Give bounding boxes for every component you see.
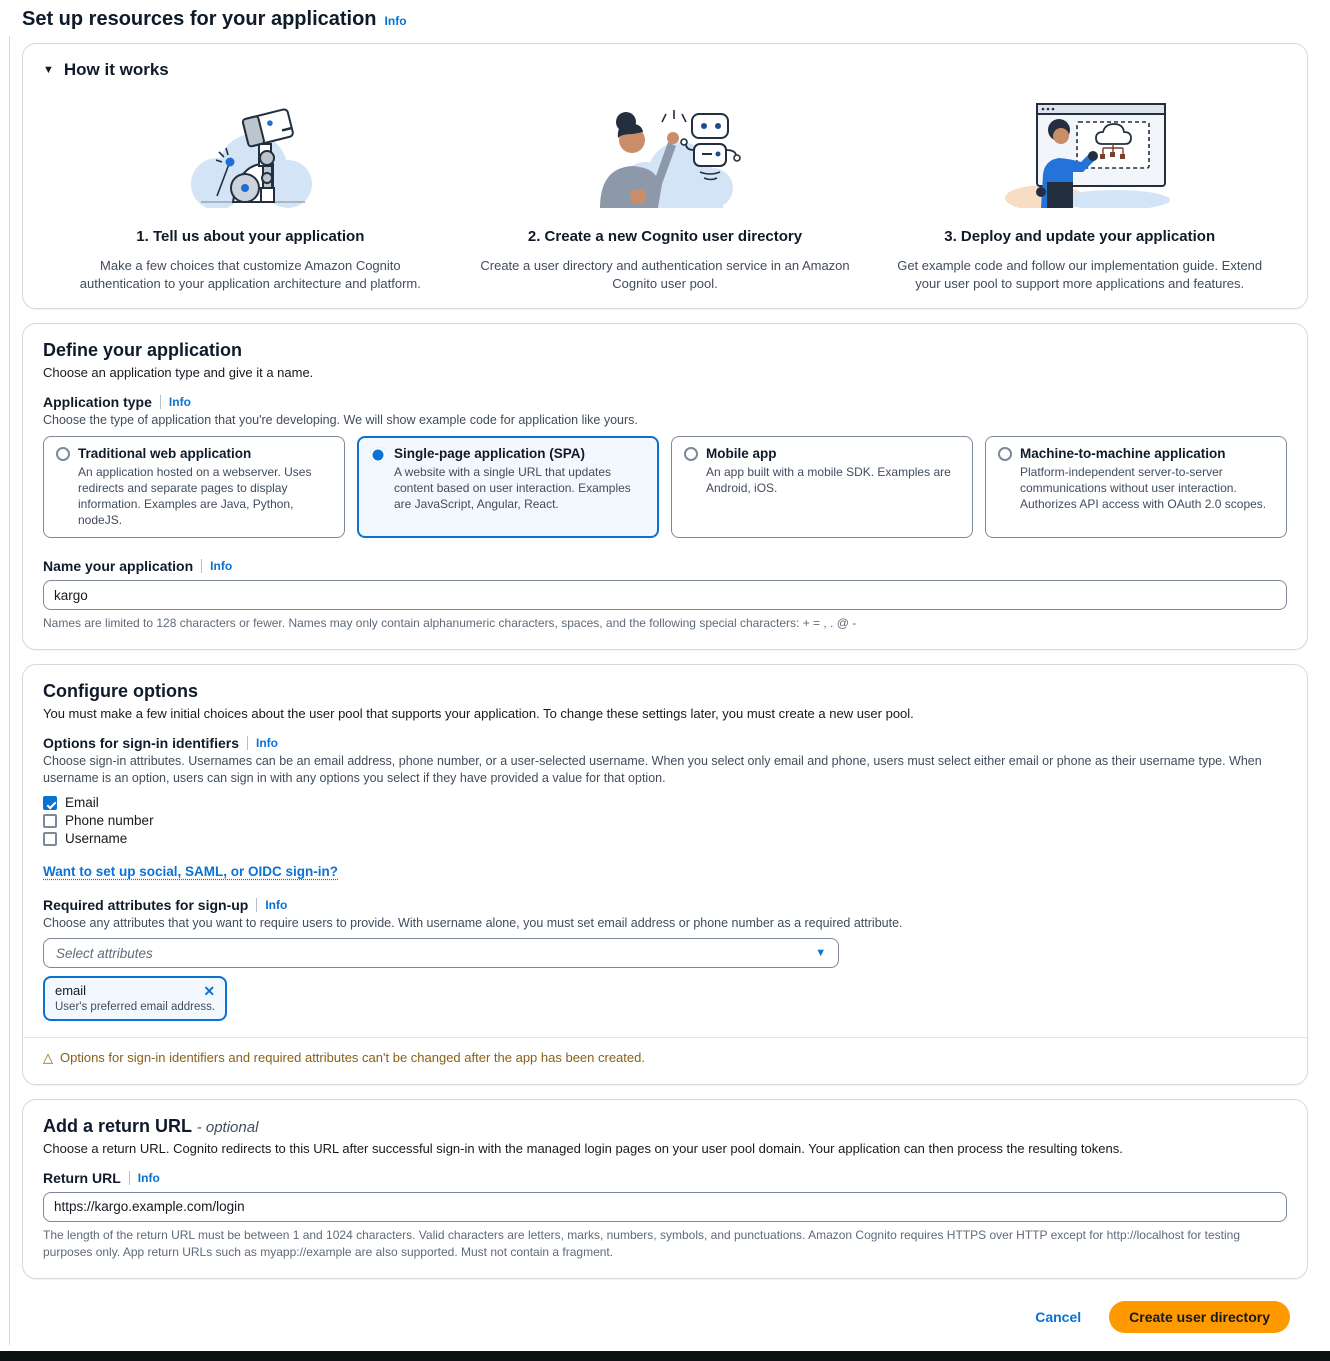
step-create-directory [458, 96, 873, 292]
label-divider [256, 898, 257, 912]
option-description: An app built with a mobile SDK. Examples are Android, iOS. [706, 464, 951, 495]
radio-unselected-icon [684, 447, 698, 461]
step-title: 2. Create a new Cognito user directory [527, 228, 803, 245]
step-description: Make a few choices that customize Amazon Cognito authentication to your application architecture and platform. [79, 258, 421, 291]
required-attributes-info-link[interactable]: Info [265, 897, 288, 912]
define-application-section [22, 323, 1308, 650]
person-presenting-illustration [985, 96, 1175, 208]
define-application-title: Define your application [43, 340, 243, 361]
required-attributes-description: Choose any attributes that you want to require users to provide. With username alone, you must set email address or phone number as a required attribute. [43, 915, 903, 930]
checkbox-label: Email [65, 795, 99, 811]
federation-sign-in-link[interactable]: Want to set up social, SAML, or OIDC sign-in? [43, 863, 339, 879]
configure-options-subtitle: You must make a few initial choices about the user pool that supports your application. To change these settings later, you must create a new user pool. [43, 705, 914, 721]
option-label: Machine-to-machine application [1020, 445, 1226, 461]
option-label: Mobile app [706, 445, 777, 461]
return-url-constraint: The length of the return URL must be between 1 and 1024 characters. Valid characters are letters, marks, numbers, symbols, and punctuations. Amazon Cognito requires HTTPS over HTTP except for http://localhost for testing purposes only. App return URLs such as myapp://example are also supported. Must not contain a fragment. [43, 1227, 1241, 1260]
robot-dog-illustration [155, 96, 345, 208]
return-url-title [43, 1116, 1287, 1137]
sign-in-identifier-options [43, 794, 1287, 848]
option-description: A website with a single URL that updates content based on user interaction. Examples are JavaScript, Angular, React. [394, 464, 631, 511]
define-application-subtitle: Choose an application type and give it a name. [43, 365, 314, 381]
page-info-link[interactable]: Info [384, 14, 407, 28]
sign-in-identifiers-description: Choose sign-in attributes. Usernames can be an email address, phone number, or a user-selected username. When you select only email and phone, users must select either email or phone as their username type. When username is an option, users can sign in with any options you select if they have provided a value for that option. [43, 753, 1262, 786]
step-tell-us [43, 96, 458, 292]
page-header [22, 8, 1308, 31]
step-title: 3. Deploy and update your application [944, 228, 1216, 245]
return-url-title-suffix: - optional [196, 1118, 259, 1136]
cancel-button[interactable]: Cancel [1035, 1308, 1082, 1325]
step-description: Get example code and follow our implementation guide. Extend your user pool to support more applications and features. [897, 258, 1263, 291]
checkbox-username[interactable] [43, 830, 1287, 848]
how-it-works-title: How it works [63, 60, 169, 79]
option-description: An application hosted on a webserver. Uses redirects and separate pages to display information. Examples are Java, Python, nodeJS. [78, 464, 312, 528]
attribute-token-email [43, 976, 227, 1021]
required-attributes-label: Required attributes for sign-up [43, 896, 249, 913]
caret-down-icon: ▼ [43, 64, 54, 76]
configure-options-section [22, 664, 1308, 1085]
token-description: User's preferred email address. [55, 1001, 216, 1014]
step-title: 1. Tell us about your application [136, 228, 365, 245]
return-url-info-link[interactable]: Info [137, 1170, 160, 1185]
caret-down-icon: ▼ [815, 947, 827, 960]
warning-banner [23, 1037, 1307, 1068]
return-url-label: Return URL [43, 1169, 121, 1186]
sign-in-identifiers-label: Options for sign-in identifiers [43, 734, 239, 751]
bottom-edge-bar [0, 1351, 1330, 1361]
warning-text: Options for sign-in identifiers and required attributes can't be changed after the app has been created. [60, 1050, 645, 1066]
return-url-title-text: Add a return URL [43, 1115, 192, 1136]
application-name-constraint: Names are limited to 128 characters or fewer. Names may only contain alphanumeric characters, spaces, and the following special characters: + = , . @ - [43, 616, 857, 631]
option-description: Platform-independent server-to-server communications without user interaction. Authorizes API access with OAuth 2.0 scopes. [1020, 464, 1267, 511]
application-type-label: Application type [43, 394, 152, 411]
application-type-description: Choose the type of application that you're developing. We will show example code for application like yours. [43, 413, 638, 428]
checkbox-unchecked-icon [43, 832, 57, 846]
remove-token-icon[interactable]: ✕ [203, 982, 216, 999]
select-placeholder: Select attributes [56, 945, 153, 961]
how-it-works-section [22, 43, 1308, 309]
panel-divider [9, 36, 10, 1345]
return-url-input[interactable] [43, 1192, 1287, 1222]
how-it-works-steps [43, 96, 1287, 292]
checkbox-phone-number[interactable] [43, 812, 1287, 830]
option-mobile-app[interactable] [671, 436, 973, 539]
return-url-subtitle: Choose a return URL. Cognito redirects to this URL after successful sign-in with the managed login pages on your user pool domain. Your application can then process the resulting tokens. [43, 1140, 1123, 1156]
return-url-section [22, 1099, 1308, 1279]
form-actions [22, 1293, 1308, 1351]
label-divider [201, 559, 202, 573]
warning-triangle-icon: △️⁠ [43, 1050, 53, 1066]
sign-in-identifiers-info-link[interactable]: Info [256, 735, 278, 750]
checkbox-email[interactable] [43, 794, 1287, 812]
label-divider [160, 395, 161, 409]
step-description: Create a user directory and authentication service in an Amazon Cognito user pool. [480, 258, 850, 291]
checkbox-checked-icon [43, 796, 57, 810]
checkbox-unchecked-icon [43, 814, 57, 828]
radio-unselected-icon [56, 447, 70, 461]
application-type-info-link[interactable]: Info [168, 395, 191, 410]
label-divider [247, 736, 248, 750]
page-title: Set up resources for your application [22, 8, 377, 30]
checkbox-label: Username [65, 831, 128, 847]
checkbox-label: Phone number [65, 813, 154, 829]
select-attributes-dropdown[interactable] [43, 938, 839, 968]
person-waving-robot-illustration [570, 96, 760, 208]
option-single-page-application[interactable] [357, 436, 659, 539]
name-application-label: Name your application [43, 558, 194, 575]
option-machine-to-machine[interactable] [985, 436, 1287, 539]
application-name-input[interactable] [43, 580, 1287, 610]
name-application-info-link[interactable]: Info [210, 559, 233, 574]
token-label: email [55, 983, 87, 999]
application-type-options [43, 436, 1287, 539]
create-user-directory-button[interactable]: Create user directory [1109, 1301, 1290, 1333]
option-traditional-web-application[interactable] [43, 436, 345, 539]
radio-unselected-icon [998, 447, 1012, 461]
how-it-works-toggle[interactable] [43, 60, 1287, 80]
configure-options-title: Configure options [43, 680, 198, 701]
option-label: Single-page application (SPA) [394, 445, 586, 461]
label-divider [129, 1171, 130, 1185]
option-label: Traditional web application [78, 445, 252, 461]
step-deploy [872, 96, 1287, 292]
radio-selected-icon [370, 447, 386, 463]
